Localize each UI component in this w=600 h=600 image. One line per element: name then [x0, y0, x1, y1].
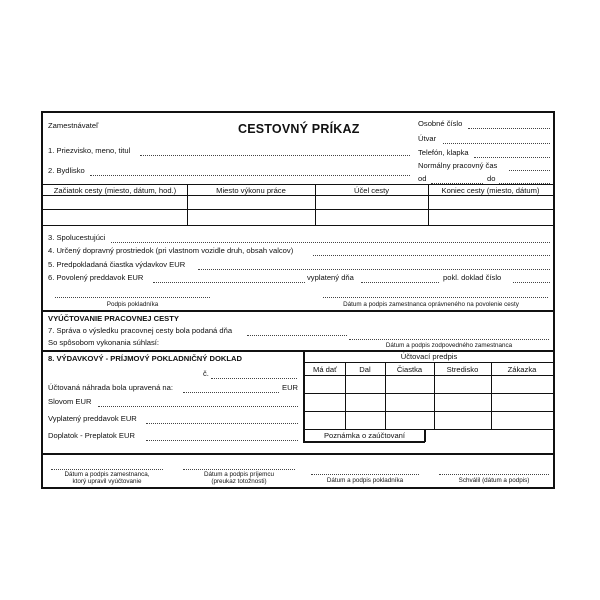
trip-header-place: Miesto výkonu práce — [216, 186, 286, 195]
advance-allowed-field[interactable] — [153, 282, 305, 283]
adjusted-label: Účtovaná náhrada bola upravená na: — [48, 383, 173, 392]
travel-order-form — [41, 111, 555, 489]
form-title: CESTOVNÝ PRÍKAZ — [238, 122, 360, 136]
report-label: 7. Správa o výsledku pracovnej cesty bola podaná dňa — [48, 326, 233, 335]
personal-number-label: Osobné číslo — [418, 119, 463, 128]
surcharge-field[interactable] — [146, 440, 298, 441]
adjusted-field[interactable] — [183, 392, 279, 393]
accounting-col-amount: Čiastka — [396, 365, 423, 374]
employee-signature-line[interactable] — [51, 469, 163, 470]
personal-number-field[interactable] — [468, 128, 550, 129]
cashier-bottom-signature-line[interactable] — [311, 474, 419, 475]
advance-allowed-label: 6. Povolený preddavok EUR — [48, 273, 144, 282]
recipient-signature-line[interactable] — [183, 469, 295, 470]
transport-label: 4. Určený dopravný prostriedok (pri vlastnom vozidle druh, obsah valcov) — [48, 246, 294, 255]
report-date-field[interactable] — [247, 335, 347, 336]
accounting-col-order: Zákazka — [507, 365, 537, 374]
normal-hours-label: Normálny pracovný čas — [418, 161, 498, 170]
phone-label: Telefón, klapka — [418, 148, 469, 157]
accounting-line — [305, 362, 553, 363]
cash-doc-label: pokl. doklad číslo — [443, 273, 502, 282]
accounting-heading: Účtovací predpis — [400, 352, 458, 361]
words-field[interactable] — [98, 406, 298, 407]
advance-paid-label: vyplatený dňa — [307, 273, 354, 282]
cashier-signature-line[interactable] — [55, 297, 210, 298]
employer-label: Zamestnávateľ — [48, 121, 99, 130]
advance-paid-field[interactable] — [361, 282, 439, 283]
accounting-line — [305, 429, 553, 430]
residence-label: 2. Bydlisko — [48, 166, 85, 175]
accounting-note-border — [424, 429, 426, 442]
responsible-signature-label: Dátum a podpis zodpovedného zamestnanca — [385, 342, 513, 349]
agreement-label: So spôsobom vykonania súhlasí: — [48, 338, 160, 347]
accounting-line — [305, 393, 553, 394]
to-label: do — [487, 174, 496, 183]
cash-number-label: č. — [203, 369, 209, 378]
name-label: 1. Priezvisko, meno, titul — [48, 146, 131, 155]
cashier-signature-label: Podpis pokladníka — [106, 301, 159, 308]
trip-table-row-line — [43, 209, 553, 210]
accounting-line — [305, 411, 553, 412]
phone-field[interactable] — [474, 157, 550, 158]
recipient-signature-label-2: (preukaz totožnosti) — [211, 478, 267, 485]
employee-signature-label: Dátum a podpis zamestnanca, — [64, 471, 150, 478]
unit-field[interactable] — [443, 143, 550, 144]
trip-table-bottom — [43, 225, 553, 226]
responsible-signature-line[interactable] — [349, 339, 549, 340]
authorizer-signature-label: Dátum a podpis zamestnanca oprávneného na povolenie cesty — [343, 301, 519, 308]
companions-field[interactable] — [111, 242, 550, 243]
expected-expenses-field[interactable] — [198, 269, 550, 270]
section-divider — [43, 310, 553, 312]
accounting-bottom-border — [303, 441, 425, 443]
surcharge-label: Doplatok - Preplatok EUR — [48, 431, 135, 440]
transport-field[interactable] — [313, 255, 550, 256]
cash-document-heading: 8. VÝDAVKOVÝ - PRÍJMOVÝ POKLADNIČNÝ DOKLAD — [48, 354, 242, 363]
recipient-signature-label: Dátum a podpis príjemcu — [204, 471, 274, 478]
trip-header-end: Koniec cesty (miesto, dátum) — [441, 186, 540, 195]
authorizer-signature-line[interactable] — [323, 297, 548, 298]
approved-signature-label: Schválil (dátum a podpis) — [458, 477, 530, 484]
words-label: Slovom EUR — [48, 397, 92, 406]
accounting-left-border — [303, 350, 305, 441]
accounting-col-center: Stredisko — [446, 365, 479, 374]
trip-table-header-line — [43, 195, 553, 196]
trip-header-purpose: Účel cesty — [353, 186, 390, 195]
name-field[interactable] — [140, 155, 410, 156]
companions-label: 3. Spolucestujúci — [48, 233, 106, 242]
expected-expenses-label: 5. Predpokladaná čiastka výdavkov EUR — [48, 260, 186, 269]
trip-table-top — [43, 184, 553, 185]
accounting-note-label: Poznámka o zaúčtovaní — [323, 431, 406, 440]
section-divider — [43, 453, 553, 455]
employee-signature-label-2: ktorý upravil vyúčtovanie — [72, 478, 142, 485]
accounting-col-debit: Má dať — [313, 365, 337, 374]
adjusted-currency: EUR — [282, 383, 299, 392]
accounting-line — [305, 375, 553, 376]
paid-advance-label: Vyplatený preddavok EUR — [48, 414, 137, 423]
cashier-bottom-signature-label: Dátum a podpis pokladníka — [326, 477, 404, 484]
from-label: od — [418, 174, 427, 183]
settlement-heading: VYÚČTOVANIE PRACOVNEJ CESTY — [48, 314, 179, 323]
normal-hours-field[interactable] — [509, 170, 550, 171]
trip-header-start: Začiatok cesty (miesto, dátum, hod.) — [53, 186, 177, 195]
accounting-col-credit: Dal — [359, 365, 371, 374]
cash-doc-field[interactable] — [513, 282, 550, 283]
cash-number-field[interactable] — [211, 378, 297, 379]
unit-label: Útvar — [418, 134, 437, 143]
paid-advance-field[interactable] — [146, 423, 298, 424]
residence-field[interactable] — [90, 175, 410, 176]
approved-signature-line[interactable] — [439, 474, 549, 475]
